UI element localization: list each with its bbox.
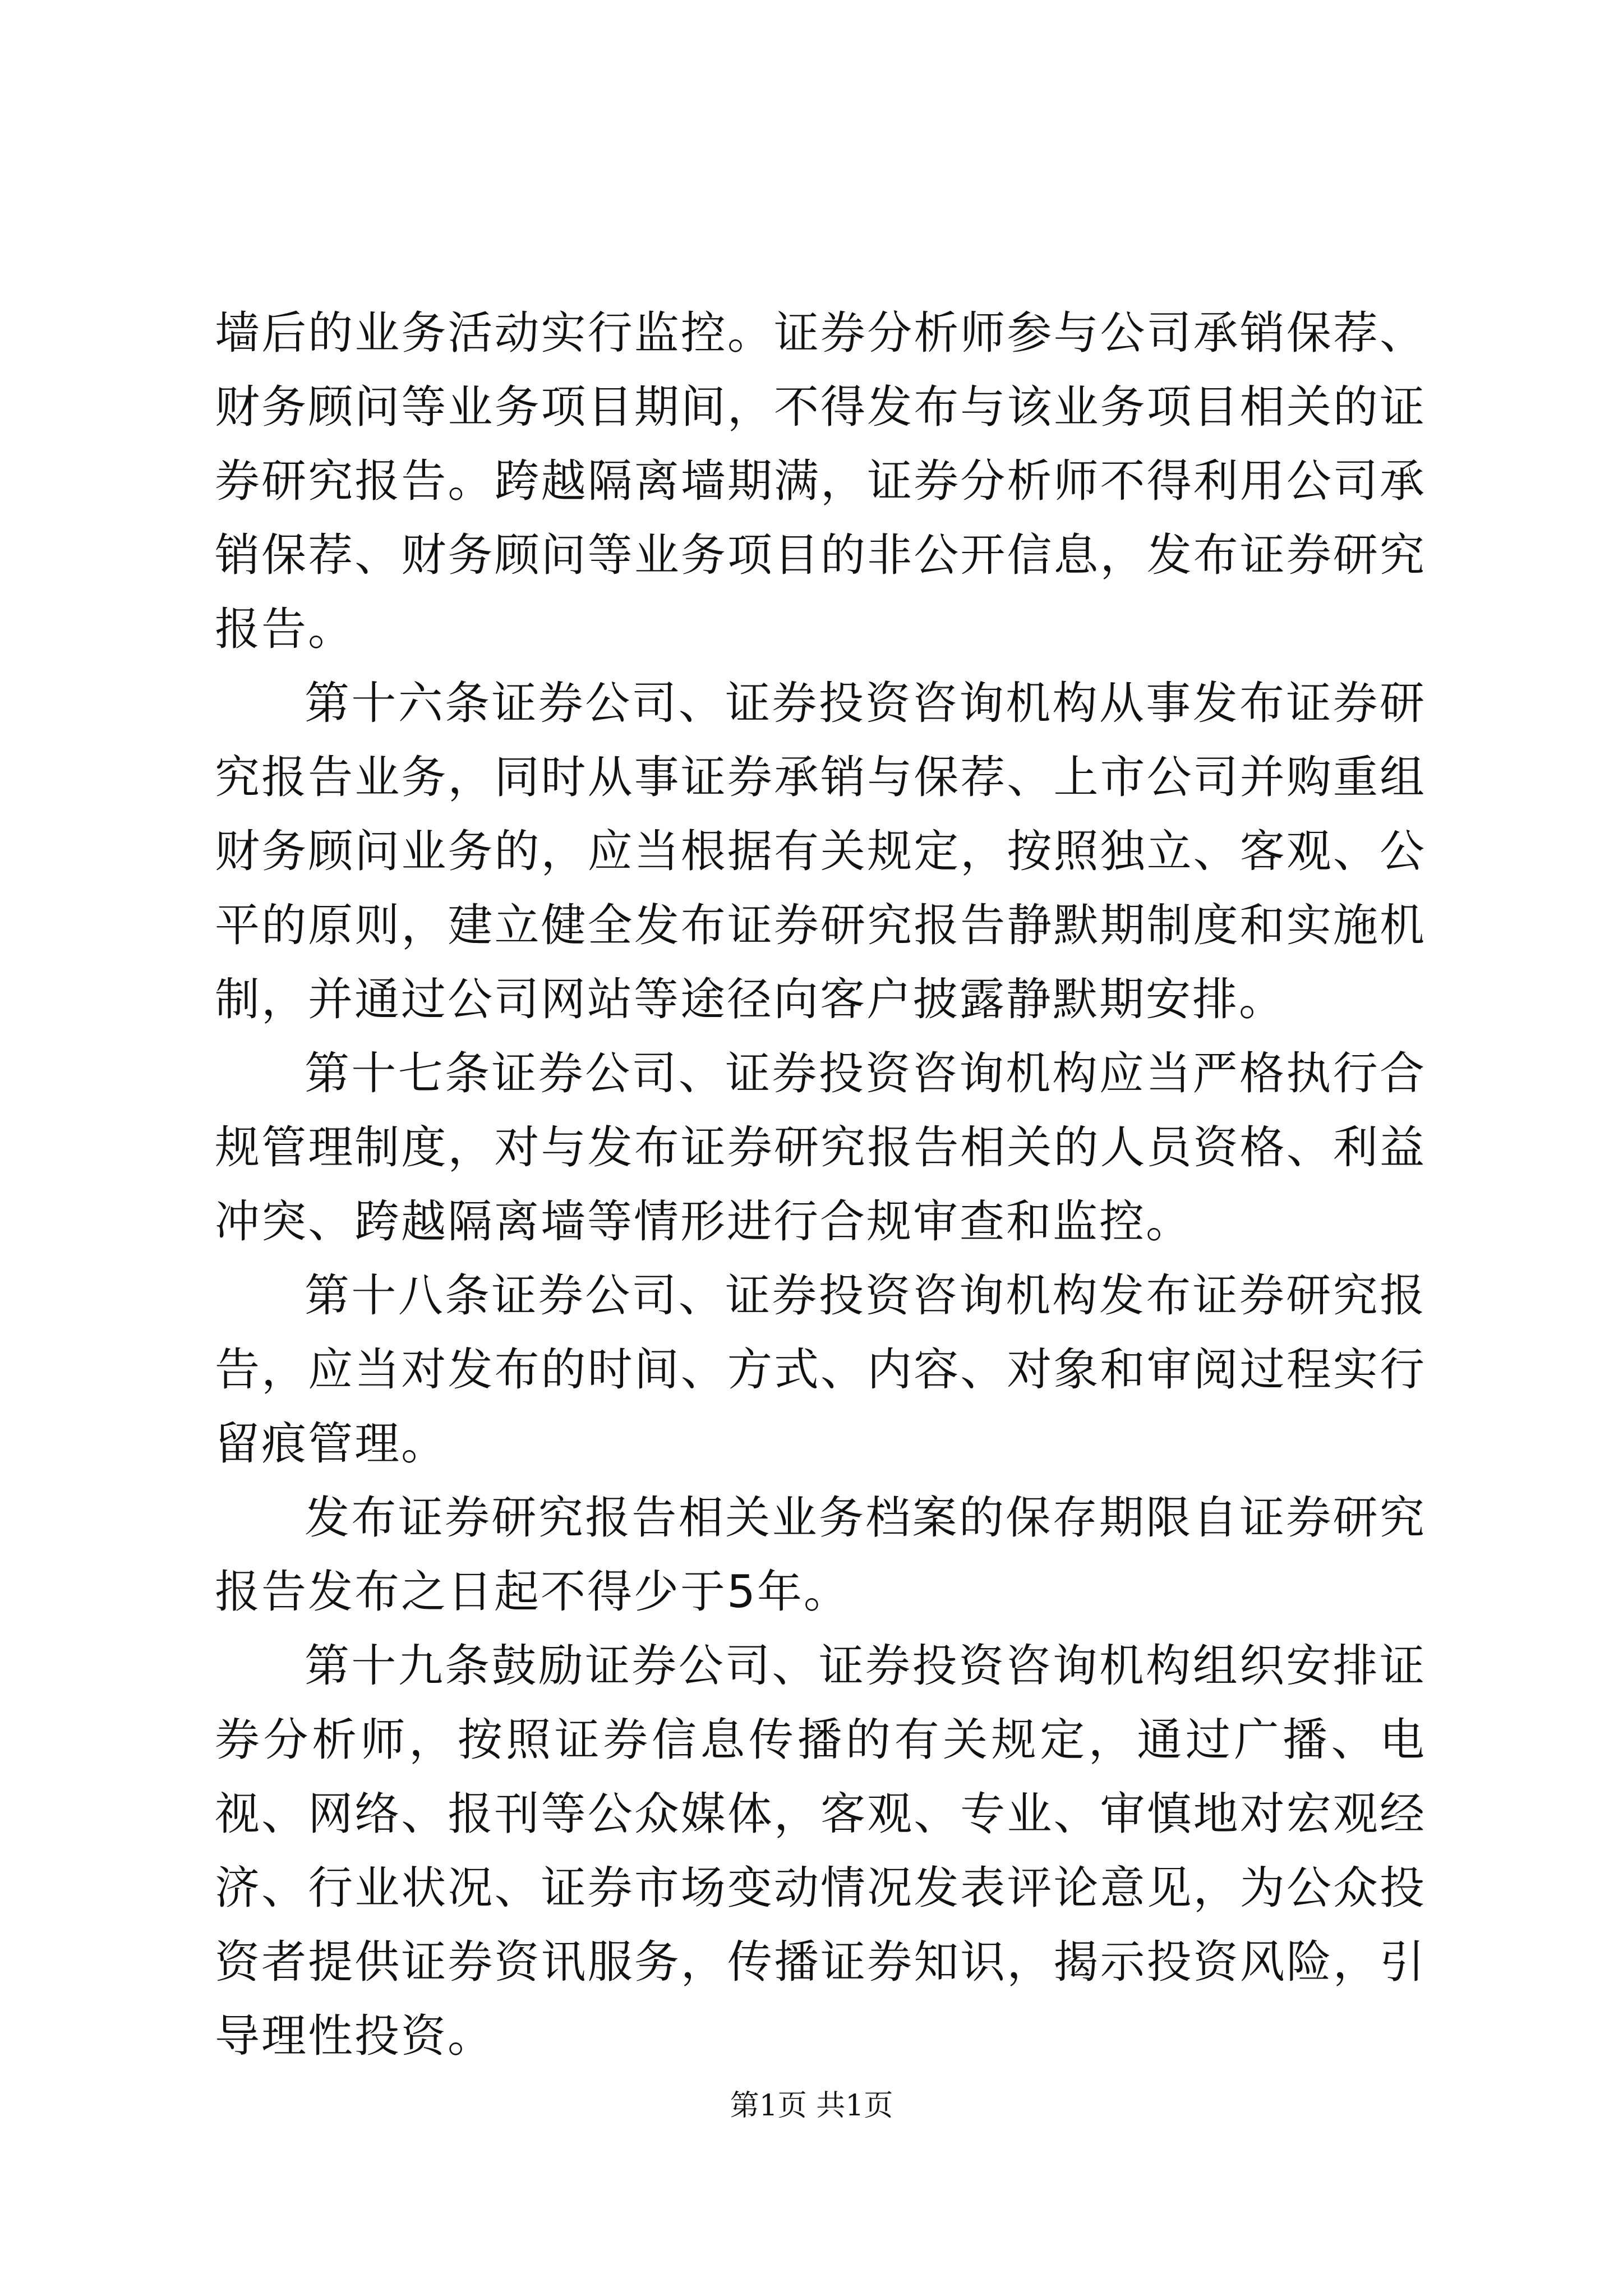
page-number-footer: 第1页 共1页: [730, 2089, 893, 2123]
document-body: [215, 296, 1426, 2073]
paragraph-article-16: 第十六条证券公司、证券投资咨询机构从事发布证券研究报告业务，同时从事证券承销与保荐、上市公司并购重组财务顾问业务的，应当根据有关规定，按照独立、客观、公平的原则，建立健全发布证券研究报告静默期制度和实施机制，并通过公司网站等途径向客户披露静默期安排。: [215, 677, 1426, 1025]
paragraph-continuation: 墙后的业务活动实行监控。证券分析师参与公司承销保荐、财务顾问等业务项目期间，不得发布与该业务项目相关的证券研究报告。跨越隔离墙期满，证券分析师不得利用公司承销保荐、财务顾问等业务项目的非公开信息，发布证券研究报告。: [215, 307, 1426, 655]
paragraph-article-17: 第十七条证券公司、证券投资咨询机构应当严格执行合规管理制度，对与发布证券研究报告相关的人员资格、利益冲突、跨越隔离墙等情形进行合规审查和监控。: [215, 1047, 1426, 1248]
paragraph-article-19: 第十九条鼓励证券公司、证券投资咨询机构组织安排证券分析师，按照证券信息传播的有关规定，通过广播、电视、网络、报刊等公众媒体，客观、专业、审慎地对宏观经济、行业状况、证券市场变动情况发表评论意见，为公众投资者提供证券资讯服务，传播证券知识，揭示投资风险，引导理性投资。: [215, 1640, 1426, 2062]
paragraph-article-18: 第十八条证券公司、证券投资咨询机构发布证券研究报告，应当对发布的时间、方式、内容、对象和审阅过程实行留痕管理。: [215, 1269, 1426, 1470]
paragraph-archive-retention: 发布证券研究报告相关业务档案的保存期限自证券研究报告发布之日起不得少于5年。: [215, 1492, 1426, 1618]
